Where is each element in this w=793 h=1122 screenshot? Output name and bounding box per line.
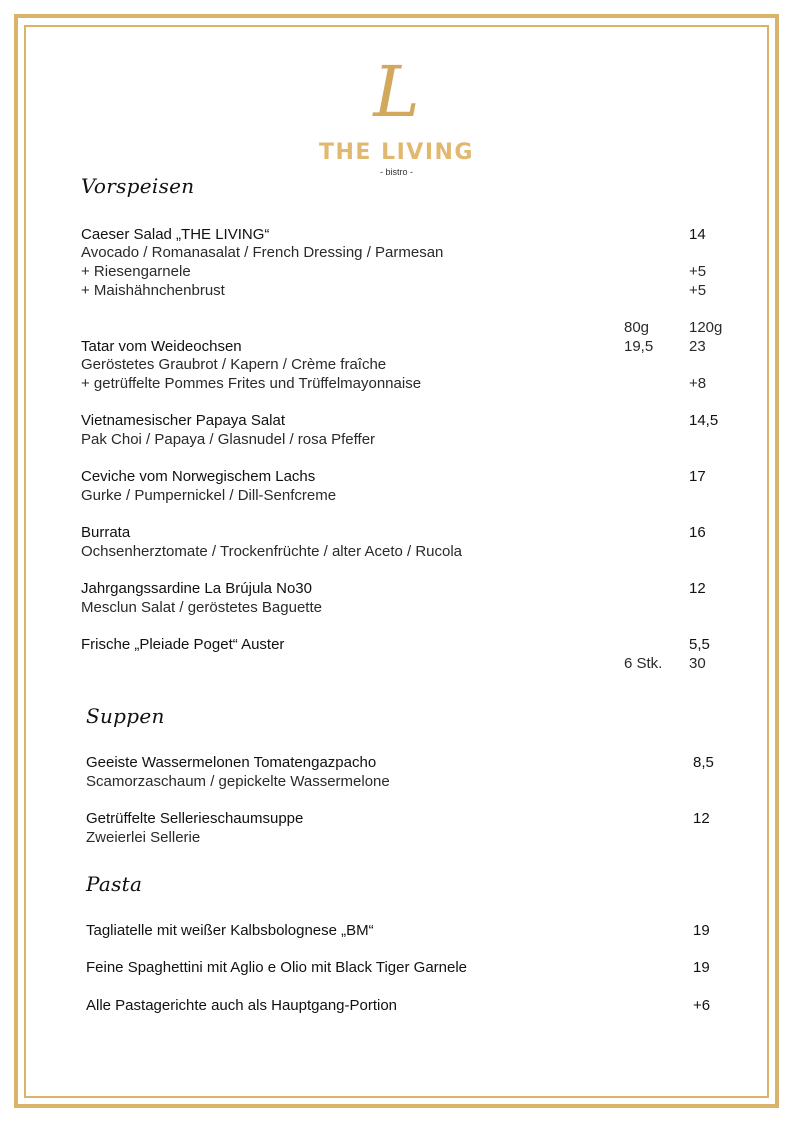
item-caesar-desc: Avocado / Romanasalat / French Dressing / Parmesan — [81, 244, 444, 261]
item-auster-qty-label: 6 Stk. — [624, 655, 663, 672]
item-tagliatelle-name: Tagliatelle mit weißer Kalbsbolognese „BM“ — [86, 922, 374, 939]
item-tatar-size-large: 120g — [689, 319, 723, 336]
item-caesar-addon1: + Riesengarnele — [81, 263, 191, 280]
item-papaya-desc: Pak Choi / Papaya / Glasnudel / rosa Pfeffer — [81, 431, 376, 448]
item-tatar-addon: + getrüffelte Pommes Frites und Trüffelmayonnaise — [81, 375, 422, 392]
item-ceviche-desc: Gurke / Pumpernickel / Dill-Senfcreme — [81, 487, 337, 504]
section-title-pasta: Pasta — [86, 872, 143, 896]
item-tagliatelle-price: 19 — [693, 922, 710, 939]
item-sellerie-price: 12 — [693, 810, 710, 827]
item-caesar-price: 14 — [689, 226, 706, 243]
item-auster-price: 5,5 — [689, 636, 710, 653]
logo-name: THE LIVING — [319, 140, 474, 165]
item-tatar-name: Tatar vom Weideochsen — [81, 338, 242, 355]
item-spaghettini-name: Feine Spaghettini mit Aglio e Olio mit Black Tiger Garnele — [86, 959, 468, 976]
item-ceviche-price: 17 — [689, 468, 706, 485]
section-title-vorspeisen: Vorspeisen — [81, 174, 195, 198]
item-ceviche-name: Ceviche vom Norwegischem Lachs — [81, 468, 316, 485]
item-sellerie-desc: Zweierlei Sellerie — [86, 829, 201, 846]
item-papaya-name: Vietnamesischer Papaya Salat — [81, 412, 286, 429]
item-sardine-price: 12 — [689, 580, 706, 597]
item-burrata-name: Burrata — [81, 524, 131, 541]
item-auster-name: Frische „Pleiade Poget“ Auster — [81, 636, 285, 653]
item-tatar-price-large: 23 — [689, 338, 706, 355]
item-tatar-addon-price: +8 — [689, 375, 707, 392]
item-hauptgang-name: Alle Pastagerichte auch als Hauptgang-Portion — [86, 997, 398, 1014]
item-burrata-desc: Ochsenherztomate / Trockenfrüchte / alter Aceto / Rucola — [81, 543, 463, 560]
logo-subtitle: - bistro - — [379, 167, 413, 177]
item-spaghettini-price: 19 — [693, 959, 710, 976]
item-tatar-desc: Geröstetes Graubrot / Kapern / Crème fraîche — [81, 356, 387, 373]
item-burrata-price: 16 — [689, 524, 706, 541]
item-auster-qty-price: 30 — [689, 655, 706, 672]
item-caesar-name: Caeser Salad „THE LIVING“ — [81, 226, 270, 243]
logo-mark: L — [373, 51, 420, 133]
item-sellerie-name: Getrüffelte Sellerieschaumsuppe — [86, 810, 304, 827]
item-caesar-addon2-price: +5 — [689, 282, 707, 299]
item-tatar-price-small: 19,5 — [624, 338, 654, 355]
item-tatar-size-small: 80g — [624, 319, 650, 336]
item-hauptgang-price: +6 — [693, 997, 711, 1014]
item-caesar-addon2: + Maishähnchenbrust — [81, 282, 225, 299]
item-caesar-addon1-price: +5 — [689, 263, 707, 280]
item-gazpacho-price: 8,5 — [693, 754, 714, 771]
item-papaya-price: 14,5 — [689, 412, 719, 429]
item-gazpacho-desc: Scamorzaschaum / gepickelte Wassermelone — [86, 773, 390, 790]
item-sardine-name: Jahrgangssardine La Brújula No30 — [81, 580, 312, 597]
item-sardine-desc: Mesclun Salat / geröstetes Baguette — [81, 599, 322, 616]
section-title-suppen: Suppen — [86, 704, 165, 728]
item-gazpacho-name: Geeiste Wassermelonen Tomatengazpacho — [86, 754, 377, 771]
